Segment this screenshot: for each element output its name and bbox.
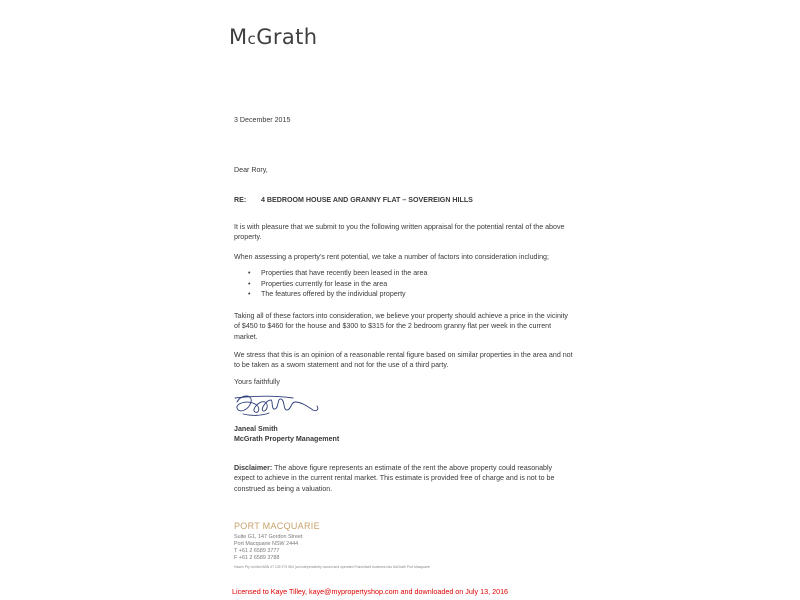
bullet-icon: •	[248, 290, 251, 299]
re-line	[234, 195, 574, 205]
bullet-icon: •	[248, 269, 251, 277]
re-subject: 4 BEDROOM HOUSE AND GRANNY FLAT – SOVEREIGN HILLS	[261, 196, 473, 204]
list-item-text: The features offered by the individual property	[261, 290, 406, 299]
legal-notice: Hasen Pty Limited ABN 47 135 973 584 (an independently owned and operated Franchised business t/as McGrath Port Macquarie	[234, 565, 430, 569]
office-name: PORT MACQUARIE	[234, 521, 320, 531]
re-label: RE:	[234, 196, 247, 204]
paragraph-factors: When assessing a property’s rent potential, we take a number of factors into consideration including;	[234, 253, 549, 261]
list-item	[248, 268, 427, 279]
factor-list	[248, 268, 427, 300]
letter-date: 3 December 2015	[234, 116, 291, 124]
disclaimer-label: Disclaimer:	[234, 464, 273, 472]
signatory-company: McGrath Property Management	[234, 435, 340, 443]
paragraph-opinion: We stress that this is an opinion of a reasonable rental figure based on similar properties in the area and not to be taken as a sworn statement and not for the use of a third party.	[234, 351, 573, 370]
office-fax: F +61 2 6589 3788	[234, 555, 280, 561]
license-notice: Licensed to Kaye Tilley, kaye@mypropertyshop.com and downloaded on July 13, 2016	[232, 587, 509, 596]
signature-image	[233, 392, 323, 420]
bullet-icon: •	[248, 279, 251, 288]
office-phone: T +61 2 6589 3777	[234, 548, 280, 554]
logo-small-c: c	[247, 30, 257, 48]
salutation: Dear Rory,	[234, 166, 268, 174]
paragraph-estimate: Taking all of these factors into consideration, we believe your property should achieve a price in the vicinity of $450 to $460 for the house and $300 to $315 for the 2 bedroom granny flat per week in the current market.	[234, 312, 568, 341]
closing: Yours faithfully	[234, 378, 280, 386]
logo-prefix: M	[229, 25, 248, 49]
list-item	[248, 279, 427, 290]
office-address-2: Port Macquarie NSW 2444	[234, 541, 299, 547]
mcgrath-logo	[229, 25, 318, 49]
list-item-text: Properties currently for lease in the area	[261, 279, 388, 288]
signatory-name: Janeal Smith	[234, 425, 278, 433]
logo-suffix: Grath	[256, 25, 318, 49]
office-address-1: Suite G1, 147 Gordon Street	[234, 534, 303, 540]
list-item-text: Properties that have recently been leased in the area	[261, 269, 428, 277]
list-item	[248, 289, 427, 300]
disclaimer-text: The above figure represents an estimate of the rent the above property could reasonably expect to achieve in the current rental market. This estimate is provided free of charge and is not to be construed as being a valuation.	[234, 464, 555, 493]
disclaimer	[234, 463, 574, 494]
paragraph-intro: It is with pleasure that we submit to you the following written appraisal for the potential rental of the above property.	[234, 223, 565, 242]
